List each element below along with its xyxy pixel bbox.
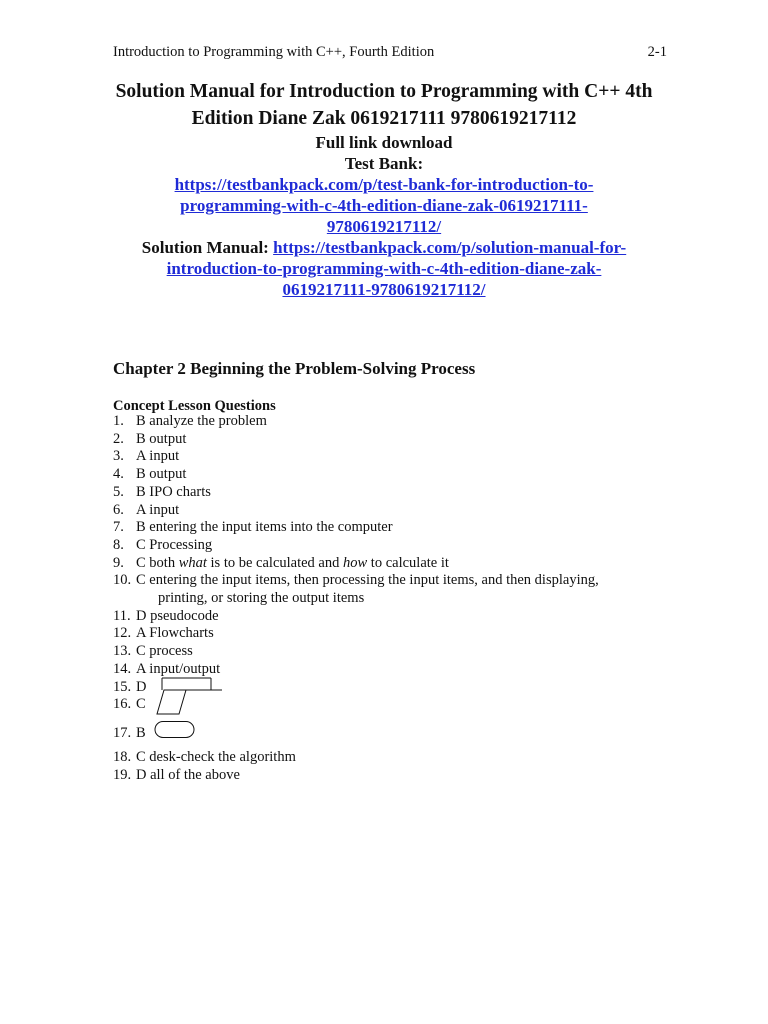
answer-text: C entering the input items, then processing the input items, and then displaying, xyxy=(136,572,599,589)
answer-text: B entering the input items into the computer xyxy=(136,519,393,536)
answer-row xyxy=(113,519,673,537)
answer-row xyxy=(113,679,673,697)
answer-row xyxy=(113,625,673,643)
answer-number: 2. xyxy=(113,430,124,447)
answer-list xyxy=(113,413,673,785)
answer-number: 5. xyxy=(113,483,124,500)
answer-text: B analyze the problem xyxy=(136,413,267,429)
answer-text: A Flowcharts xyxy=(136,625,214,642)
answer-row xyxy=(113,749,673,767)
answer-row xyxy=(113,537,673,555)
parallelogram-icon xyxy=(155,688,189,716)
answer-number: 1. xyxy=(113,413,124,429)
answer-row xyxy=(113,413,673,431)
page-header xyxy=(113,44,667,64)
answer-row xyxy=(113,466,673,484)
answer-row xyxy=(113,608,673,626)
answer-text: A input xyxy=(136,501,180,518)
answer-text: D pseudocode xyxy=(136,607,219,624)
solution-manual-block xyxy=(60,237,708,300)
answer-number: 8. xyxy=(113,536,124,553)
test-bank-link-line[interactable]: 9780619217112/ xyxy=(326,217,442,236)
solution-manual-link-line[interactable]: https://testbankpack.com/p/solution-manual-for- xyxy=(273,238,627,257)
solution-manual-label: Solution Manual: xyxy=(141,238,269,257)
answer-row xyxy=(113,448,673,466)
answer-number: 12. xyxy=(113,625,132,642)
answer-row xyxy=(113,767,673,785)
test-bank-link-line[interactable]: programming-with-c-4th-edition-diane-zak-0619217111- xyxy=(180,196,588,215)
emphasis-how: how xyxy=(343,554,368,571)
answer-text: B IPO charts xyxy=(136,483,211,500)
answer-number: 11. xyxy=(113,607,131,624)
answer-text: B output xyxy=(136,466,187,483)
solution-manual-link-line[interactable]: introduction-to-programming-with-c-4th-edition-diane-zak- xyxy=(166,259,602,278)
answer-text-mid: is to be calculated and xyxy=(206,554,343,571)
oval-terminator-icon xyxy=(153,720,197,740)
test-bank-link[interactable] xyxy=(60,174,708,237)
title-block xyxy=(60,78,708,300)
section-heading: Concept Lesson Questions xyxy=(113,398,276,414)
book-title: Introduction to Programming with C++, Fourth Edition xyxy=(113,44,435,60)
answer-text: C xyxy=(136,696,146,713)
answer-text: C process xyxy=(136,643,193,660)
answer-row xyxy=(113,502,673,520)
answer-row xyxy=(113,643,673,661)
emphasis-what: what xyxy=(178,554,207,571)
answer-number: 15. xyxy=(113,678,132,695)
answer-text-post: to calculate it xyxy=(367,554,449,571)
answer-text-pre: C both xyxy=(136,554,179,571)
document-title xyxy=(60,78,708,132)
answer-text: B output xyxy=(136,430,187,447)
chapter-heading: Chapter 2 Beginning the Problem-Solving Process xyxy=(113,359,476,378)
answer-row xyxy=(113,484,673,502)
solution-manual-link-line[interactable]: 0619217111-9780619217112/ xyxy=(282,280,486,299)
answer-row xyxy=(113,572,673,590)
answer-text: A input xyxy=(136,448,180,465)
answer-text: B xyxy=(136,725,146,742)
answer-number: 19. xyxy=(113,766,132,783)
answer-row xyxy=(113,555,673,573)
answer-text: D xyxy=(136,678,147,695)
answer-row xyxy=(113,431,673,449)
page-number: 2-1 xyxy=(647,44,667,60)
test-bank-link-line[interactable]: https://testbankpack.com/p/test-bank-for-introduction-to- xyxy=(174,175,594,194)
answer-number: 18. xyxy=(113,749,132,766)
title-line: Edition Diane Zak 0619217111 9780619217112 xyxy=(191,108,577,129)
answer-number: 3. xyxy=(113,448,124,465)
answer-text: C Processing xyxy=(136,536,213,553)
answer-number: 9. xyxy=(113,554,124,571)
answer-number: 16. xyxy=(113,696,132,713)
answer-continuation: printing, or storing the output items xyxy=(158,590,365,607)
answer-number: 13. xyxy=(113,643,132,660)
answer-row xyxy=(113,725,673,749)
test-bank-label: Test Bank: xyxy=(344,154,424,173)
answer-number: 17. xyxy=(113,725,132,742)
answer-row xyxy=(113,696,673,725)
answer-text: C desk-check the algorithm xyxy=(136,749,296,766)
title-line: Solution Manual for Introduction to Programming with C++ 4th xyxy=(115,81,653,102)
answer-text: A input/output xyxy=(136,660,221,677)
answer-number: 7. xyxy=(113,519,124,536)
answer-number: 14. xyxy=(113,660,132,677)
full-link-label: Full link download xyxy=(315,133,453,152)
answer-number: 4. xyxy=(113,466,124,483)
answer-number: 6. xyxy=(113,501,124,518)
answer-number: 10. xyxy=(113,572,132,589)
answer-text: D all of the above xyxy=(136,766,240,783)
